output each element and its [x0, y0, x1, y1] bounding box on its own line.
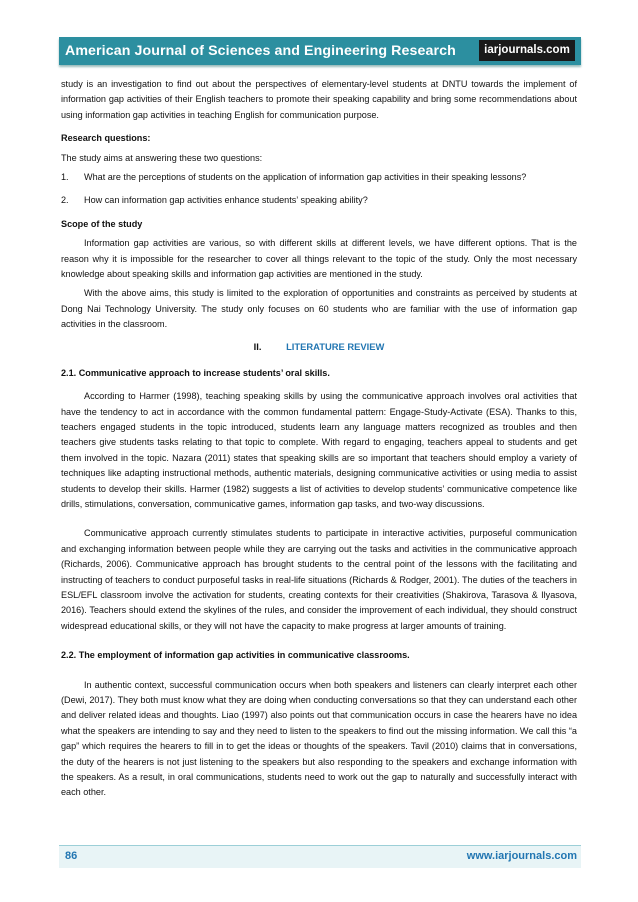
scope-heading: Scope of the study [61, 218, 143, 229]
list-item [61, 170, 577, 185]
article-body [61, 77, 577, 801]
list-text: How can information gap activities enhance students’ speaking ability? [84, 195, 368, 206]
list-number: 2. [61, 195, 69, 206]
list-text: What are the perceptions of students on the application of information gap activities in their speaking lessons? [84, 172, 527, 183]
page-number: 86 [65, 850, 78, 862]
section-number: II. [253, 340, 262, 352]
research-questions-heading: Research questions: [61, 133, 151, 144]
journal-header-bar [59, 37, 581, 65]
subsection-2-1-paragraph-1: According to Harmer (1998), teaching speaking skills by using the communicative approach involves oral activities that have the tendency to act in accordance with the common fundamental pattern: Engage-Study-Activate (ESA). Thanks to this, teachers engaged students in the topic introduced, students learn any language matters recognized as troubles and then teachers give students tasks relating to that topic to complete. With regard to engaging, teachers appeal to students and get them involved in the topic. Nazara (2011) states that speaking skills are so important that teachers should employ a variety of techniques like adapting instructional methods, authentic materials, designing communicative activities or using media to assist students to develop their skills. Harmer (1982) suggests a list of activities to develop students’ communicative competence like drills, stimulations, conversation, communicative games, information gap tasks, and two-way discussions. [61, 391, 577, 509]
list-number: 1. [61, 172, 69, 183]
subsection-heading-2-1: 2.1. Communicative approach to increase students’ oral skills. [61, 367, 330, 378]
journal-title: American Journal of Sciences and Engineering Research [65, 43, 456, 59]
subsection-heading-2-2: 2.2. The employment of information gap activities in communicative classrooms. [61, 650, 410, 661]
scope-paragraph-1: Information gap activities are various, so with different skills at different levels, we have different options. That is the reason why it is impossible for the researcher to cover all things relevant to the topic of the study. Only the most necessary knowledge about speaking skills and information gap activities are mentioned in the study. [61, 238, 577, 280]
subsection-2-2-paragraph-1: In authentic context, successful communication occurs when both speakers and listeners can clearly interpret each other (Dewi, 2017). They both must know what they are doing when conducting conversations so that they can understand each other and deliver related ideas and thoughts. Liao (1997) also points out that communication occurs in case the hearers have no idea what the speakers are intending to say and they need to listen to the speakers to find out the missing information. We call this “a gap” which requires the hearers to fill in to get the ideas or thoughts of the speakers. Tavil (2010) claims that in conversations, the duty of the hearers is not just listening to the speakers but also responding to the speakers and exchange information with the speakers. As a result, in oral communications, students need to work out the gap to naturally and successfully interact with each other. [61, 679, 577, 798]
section-title: LITERATURE REVIEW [286, 340, 385, 352]
section-heading [61, 341, 577, 352]
journal-site-badge[interactable]: iarjournals.com [479, 40, 575, 61]
research-questions-intro: The study aims at answering these two questions: [61, 152, 263, 163]
scope-paragraph-2: With the above aims, this study is limited to the exploration of opportunities and constraints as perceived by students at Dong Nai Technology University. The study only focuses on 60 students who are familiar with the use of information gap activities in the classroom. [61, 288, 577, 330]
page-footer [59, 845, 581, 868]
intro-paragraph: study is an investigation to find out about the perspectives of elementary-level students at DNTU towards the implement of information gap activities of their English teachers to promote their speaking capability and bring some recommendations about using information gap activities in teaching English for communication purpose. [61, 79, 577, 120]
footer-site-link[interactable]: www.iarjournals.com [466, 850, 577, 862]
list-item [61, 193, 577, 208]
subsection-2-1-paragraph-2: Communicative approach currently stimulates students to participate in interactive activities, purposeful communication and exchanging information between people while they are carrying out the tasks and activities in the communicative approach (Richards, 2006). Communicative approach has brought students to the central point of the lessons with the facilitating and instructing of teachers to conduct purposeful tasks in real-life situations (Richards & Rodger, 2001). The duties of the teachers in ESL/EFL classroom involve the activation for students, creating contexts for their creativities (Shakirova, Tarasova & Ilyasova, 2016). Teachers should extend the skylines of the rules, and consider the improvement of each individual, they should construct widespread educational skills, or they will not have the capacity to make progress at larger amounts of training. [61, 528, 577, 631]
